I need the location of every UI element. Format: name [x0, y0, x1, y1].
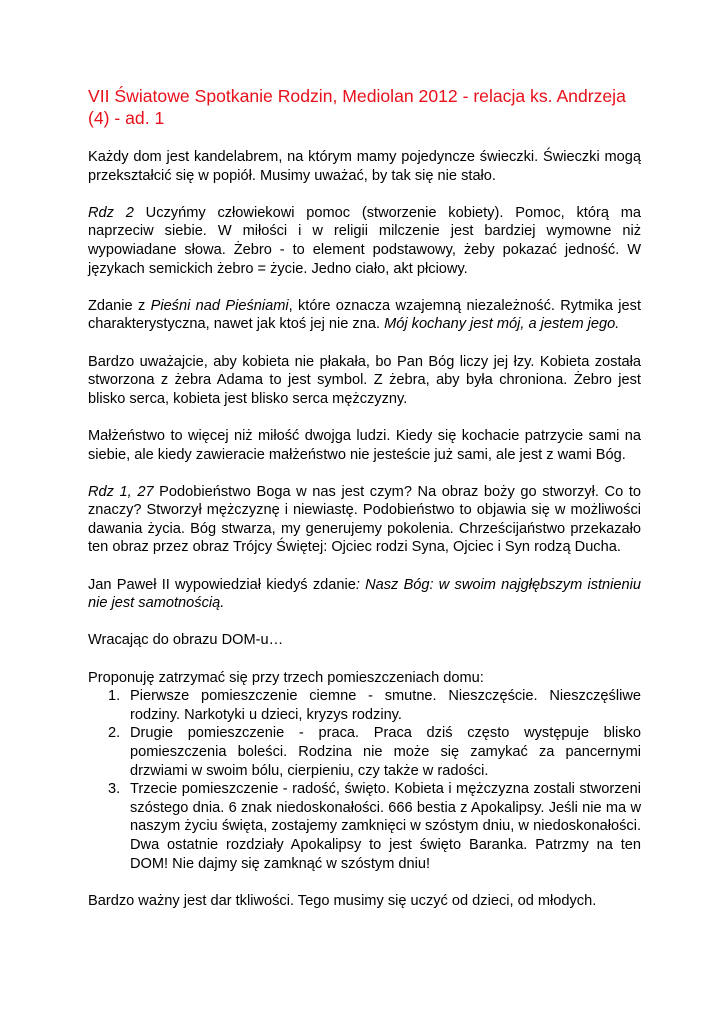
paragraph-returning: Wracając do obrazu DOM-u… — [88, 632, 284, 649]
paragraph-candelabrum: Każdy dom jest kandelabrem, na którym mamy pojedyncze świeczki. Świeczki mogą przekształcić się w popiół. Musimy uważać, by tak się nie stało. — [88, 149, 641, 184]
scripture-reference: Rdz 2 — [88, 204, 134, 221]
list-number: 2. — [108, 725, 121, 742]
paragraph-text: Podobieństwo Boga w nas jest czym? Na obraz boży go stworzył. Co to znaczy? Stworzył mężczyznę i niewiastę. Podobieństwo to objawia się w możliwości dawania życia. Bóg stwarza, my generujemy pokolenia. Chrześcijaństwo przekazało ten obraz przez obraz Trójcy Świętej: Ojciec rodzi Syna, Ojciec i Syn rodzą Ducha. — [88, 483, 641, 556]
paragraph-song-of-songs — [88, 297, 641, 334]
quote: Mój kochany jest mój, a jestem jego. — [384, 316, 620, 333]
list-item-text: Pierwsze pomieszczenie ciemne - smutne. Nieszczęście. Nieszczęśliwe rodziny. Narkotyki u dzieci, kryzys rodziny. — [130, 688, 641, 723]
paragraph-john-paul-ii — [88, 576, 641, 613]
list-number: 1. — [108, 688, 121, 705]
paragraph-text: Jan Paweł II wypowiedział kiedyś zdanie — [88, 576, 356, 593]
list-item-text: Trzecie pomieszczenie - radość, święto. Kobieta i mężczyzna zostali stworzeni szóstego dnia. 6 znak niedoskonałości. 666 bestia z Apokalipsy. Jeśli nie ma w naszym życiu święta, zostajemy zamknięci w szóstym dniu, w niedoskonałości. Dwa ostatnie rozdziały Apokalipsy to jest święto Baranka. Patrzmy na ten DOM! Nie dajmy się zamknąć w szóstym dniu! — [130, 781, 641, 872]
paragraph-marriage: Małżeństwo to więcej niż miłość dwojga ludzi. Kiedy się kochacie patrzycie sami na siebie, ale kiedy zawieracie małżeństwo nie jesteście już sami, ale jest z wami Bóg. — [88, 427, 641, 463]
scripture-reference: Rdz 1, 27 — [88, 483, 154, 500]
paragraph-text: Uczyńmy człowiekowi pomoc (stworzenie kobiety). Pomoc, którą ma naprzeciw siebie. W miłości i w religii milczenie jest bardziej wymowne niż wypowiadane słowa. Żebro - to element podstawowy, żeby pokazać jedność. W językach semickich żebro = życie. Jedno ciało, akt płciowy. — [88, 204, 642, 277]
document-page — [88, 86, 641, 910]
document-title: VII Światowe Spotkanie Rodzin, Mediolan 2012 - relacja ks. Andrzeja (4) - ad. 1 — [88, 86, 626, 128]
list-item — [88, 724, 641, 780]
paragraph-woman-tears: Bardzo uważajcie, aby kobieta nie płakała, bo Pan Bóg liczy jej łzy. Kobieta została stworzona z żebra Adama to jest symbol. Z żebra, aby była chroniona. Żebro jest blisko serca, kobieta jest blisko serca mężczyzny. — [88, 353, 641, 407]
paragraph-rdz-2 — [88, 204, 641, 278]
paragraph-text: Zdanie z — [88, 297, 151, 314]
list-number: 3. — [108, 781, 121, 798]
paragraph-proposal: Proponuję zatrzymać się przy trzech pomieszczeniach domu: — [88, 669, 484, 686]
list-item — [88, 780, 641, 873]
list-item-text: Drugie pomieszczenie - praca. Praca dziś często występuje blisko pomieszczenia boleści. Rodzina nie może się zamykać za pancernymi drzwiami w swoim bólu, cierpieniu, czy także w radości. — [130, 725, 641, 779]
quote: : Nasz Bóg: w swoim najgłębszym istnieniu nie jest samotnością. — [88, 576, 642, 612]
book-title: Pieśni nad Pieśniami — [150, 297, 289, 314]
rooms-list — [88, 687, 641, 873]
list-item — [88, 687, 641, 724]
paragraph-text: , które oznacza wzajemną niezależność. Rytmika jest charakterystyczna, nawet jak ktoś jej nie zna. — [88, 297, 641, 333]
paragraph-rdz-1-27 — [88, 483, 641, 557]
paragraph-tenderness: Bardzo ważny jest dar tkliwości. Tego musimy się uczyć od dzieci, od młodych. — [88, 892, 597, 909]
